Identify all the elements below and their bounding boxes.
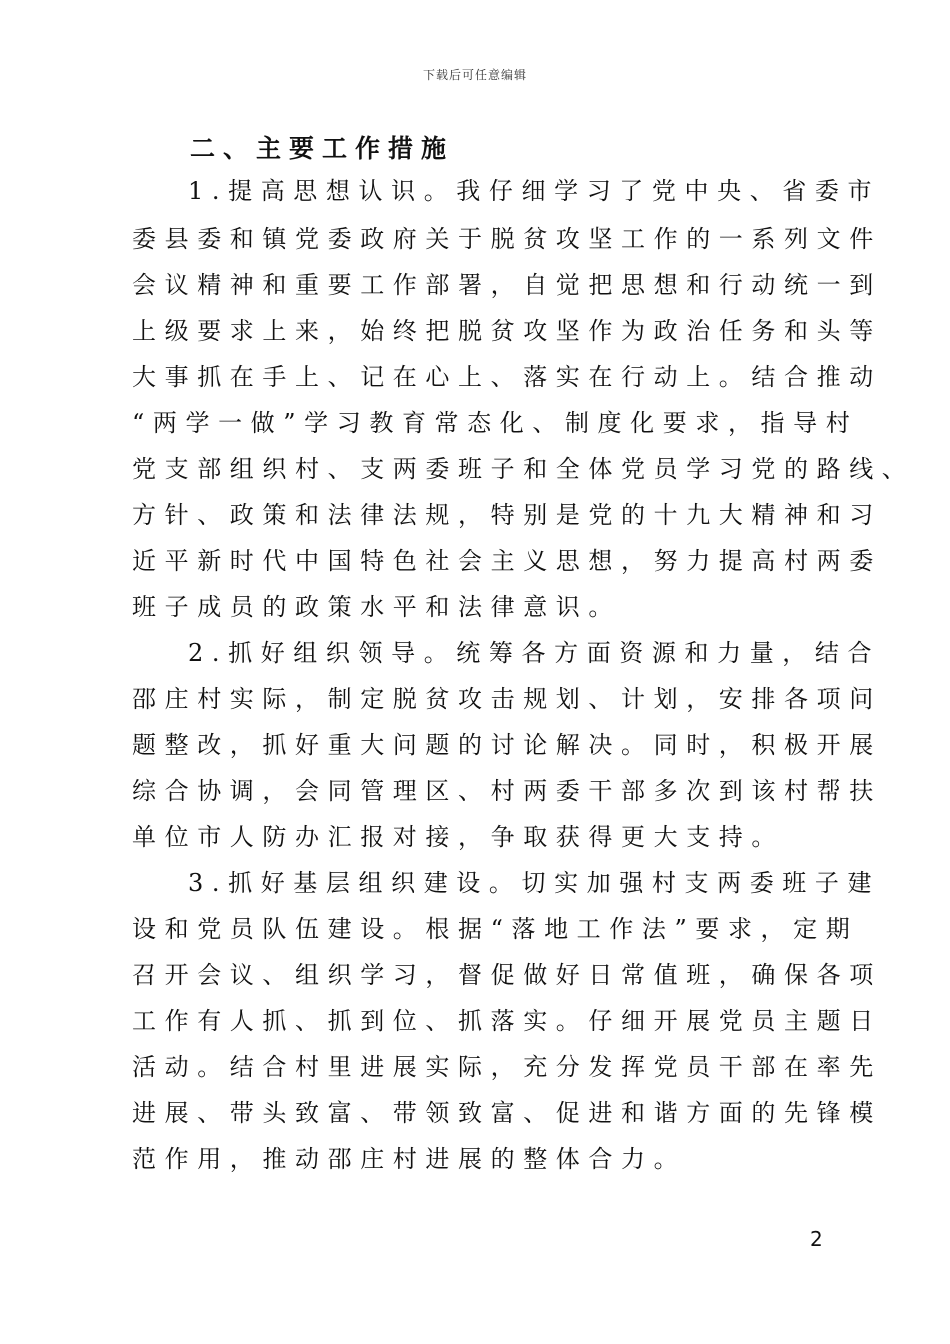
text-line: 党支部组织村、支两委班子和全体党员学习党的路线、 xyxy=(132,455,915,483)
text-line: 近平新时代中国特色社会主义思想，努力提高村两委 xyxy=(132,547,882,575)
text-line: 邵庄村实际，制定脱贫攻击规划、计划，安排各项问 xyxy=(132,685,882,713)
text-line: 工作有人抓、抓到位、抓落实。仔细开展党员主题日 xyxy=(132,1007,882,1035)
text-line: “两学一做”学习教育常态化、制度化要求，指导村 xyxy=(132,409,859,437)
text-line: 活动。结合村里进展实际，充分发挥党员干部在率先 xyxy=(132,1053,882,1081)
text-line: 召开会议、组织学习，督促做好日常值班，确保各项 xyxy=(132,961,882,989)
text-line: 综合协调，会同管理区、村两委干部多次到该村帮扶 xyxy=(132,777,882,805)
text-line: 2.抓好组织领导。统筹各方面资源和力量，结合 xyxy=(188,639,881,667)
page-header: 下载后可任意编辑 xyxy=(422,68,527,82)
text-line: 方针、政策和法律法规，特别是党的十九大精神和习 xyxy=(132,501,882,529)
text-line: 设和党员队伍建设。根据“落地工作法”要求，定期 xyxy=(132,915,859,943)
text-line: 大事抓在手上、记在心上、落实在行动上。结合推动 xyxy=(132,363,882,391)
text-line: 单位市人防办汇报对接，争取获得更大支持。 xyxy=(132,823,784,851)
text-line: 委县委和镇党委政府关于脱贫攻坚工作的一系列文件 xyxy=(132,225,882,253)
text-line: 题整改，抓好重大问题的讨论解决。同时，积极开展 xyxy=(132,731,882,759)
section-heading: 二、主要工作措施 xyxy=(190,134,455,163)
text-line: 3.抓好基层组织建设。切实加强村支两委班子建 xyxy=(188,869,881,897)
text-line: 1.提高思想认识。我仔细学习了党中央、省委市 xyxy=(188,177,881,205)
text-line: 上级要求上来，始终把脱贫攻坚作为政治任务和头等 xyxy=(132,317,882,345)
text-line: 会议精神和重要工作部署，自觉把思想和行动统一到 xyxy=(132,271,882,299)
text-line: 范作用，推动邵庄村进展的整体合力。 xyxy=(132,1145,687,1173)
text-line: 进展、带头致富、带领致富、促进和谐方面的先锋模 xyxy=(132,1099,882,1127)
text-line: 班子成员的政策水平和法律意识。 xyxy=(132,593,621,621)
page-number: 2 xyxy=(810,1227,823,1251)
